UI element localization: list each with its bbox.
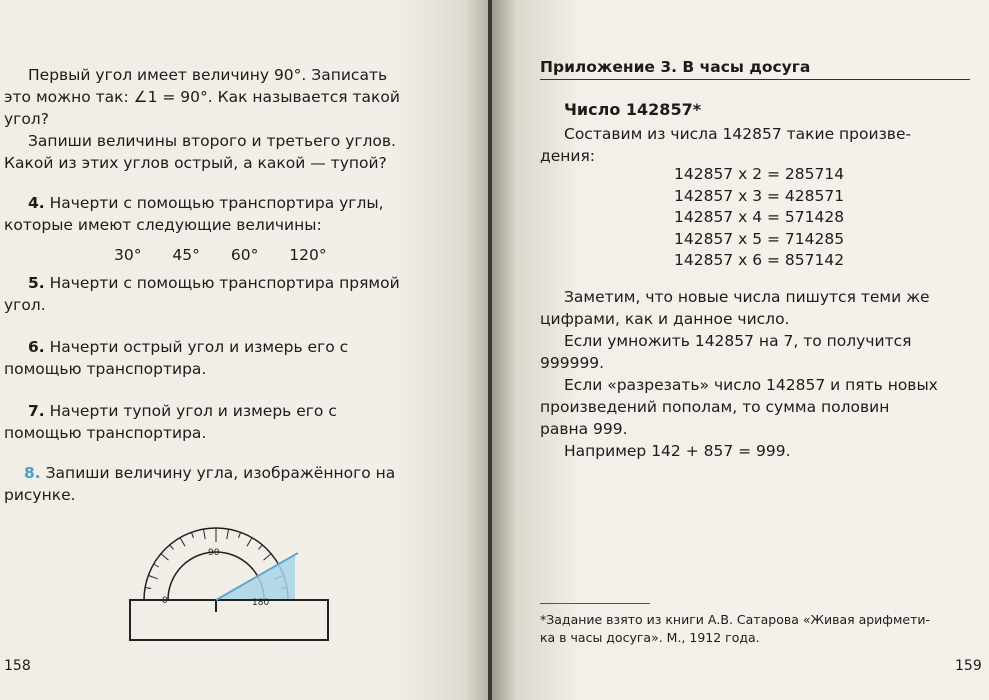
para-2-line-1: Если умножить 142857 на 7, то получится <box>564 332 912 350</box>
para-1-line-2: цифрами, как и данное число. <box>540 310 790 328</box>
task-7-number: 7. <box>28 402 45 420</box>
page-number-left: 158 <box>4 658 31 674</box>
equation-list <box>674 164 844 272</box>
para-3-line-1: Если «разрезать» число 142857 и пять новых <box>564 376 938 394</box>
protractor-label-90: 90 <box>208 548 220 558</box>
intro-line-1: Первый угол имеет величину 90°. Записать <box>28 66 388 84</box>
section-title: Приложение 3. В часы досуга <box>540 58 970 80</box>
task-7-line-2: помощью транспортира. <box>4 424 207 442</box>
footnote-line-1: *Задание взято из книги А.В. Сатарова «Живая арифмети- <box>540 612 931 627</box>
angle-value: 60° <box>230 246 259 264</box>
angle-value: 120° <box>289 246 327 264</box>
task-5-line-2: угол. <box>4 296 46 314</box>
task-5-number: 5. <box>28 274 45 292</box>
page-number-right: 159 <box>955 658 982 674</box>
task-7-line-1 <box>28 400 337 422</box>
task-5-line-1 <box>28 272 400 294</box>
intro-line-1: Составим из числа 142857 такие произве- <box>564 125 912 143</box>
protractor-label-0: 0 <box>162 596 168 606</box>
equation: 142857 х 3 = 428571 <box>674 186 845 205</box>
angle-value: 45° <box>172 246 200 264</box>
task-6-number: 6. <box>28 338 45 356</box>
para-3-line-2: произведений пополам, то сумма половин <box>540 398 890 416</box>
task-4-number: 4. <box>28 194 45 212</box>
protractor-label-180: 180 <box>252 598 270 608</box>
equation: 142857 х 6 = 857142 <box>674 251 845 269</box>
intro-line-4: Запиши величины второго и третьего углов. <box>28 132 396 150</box>
right-page <box>492 0 989 700</box>
task-8-line-2: рисунке. <box>4 486 76 504</box>
intro-line-3: угол? <box>4 110 49 128</box>
angle-value: 30° <box>114 246 142 264</box>
footnote-divider <box>540 603 650 604</box>
task-7-text: Начерти тупой угол и измерь его с <box>49 402 337 420</box>
task-5-text: Начерти с помощью транспортира прямой <box>49 274 400 292</box>
equation: 142857 х 5 = 714285 <box>674 229 845 248</box>
task-8-text: Запиши величину угла, изображённого на <box>45 464 396 482</box>
footnote <box>540 611 970 647</box>
task-4-line-2: которые имеют следующие величины: <box>4 216 322 234</box>
subheading: Число 142857* <box>564 100 702 119</box>
protractor-figure <box>120 520 440 655</box>
task-6-line-2: помощью транспортира. <box>4 360 207 378</box>
intro-line-2: дения: <box>540 147 596 165</box>
equation: 142857 х 4 = 571428 <box>674 208 845 226</box>
para-4: Например 142 + 857 = 999. <box>564 442 791 460</box>
task-8-line-1 <box>24 462 395 484</box>
task-4-text: Начерти с помощью транспортира углы, <box>49 194 384 212</box>
intro-line-5: Какой из этих углов острый, а какой — тупой? <box>4 154 387 172</box>
task-6-line-1 <box>28 336 348 358</box>
task-6-text: Начерти острый угол и измерь его с <box>49 338 349 356</box>
left-page <box>0 0 488 700</box>
task-8-number: 8. <box>24 464 41 482</box>
para-3-line-3: равна 999. <box>540 420 628 438</box>
para-2-line-2: 999999. <box>540 354 605 372</box>
footnote-line-2: ка в часы досуга». М., 1912 года. <box>540 630 760 645</box>
task-4-line-1 <box>28 192 384 214</box>
angle-values <box>114 246 353 264</box>
intro-line-2: это можно так: ∠1 = 90°. Как называется такой <box>4 88 400 106</box>
equation: 142857 х 2 = 285714 <box>674 165 845 183</box>
para-1-line-1: Заметим, что новые числа пишутся теми же <box>564 288 930 306</box>
